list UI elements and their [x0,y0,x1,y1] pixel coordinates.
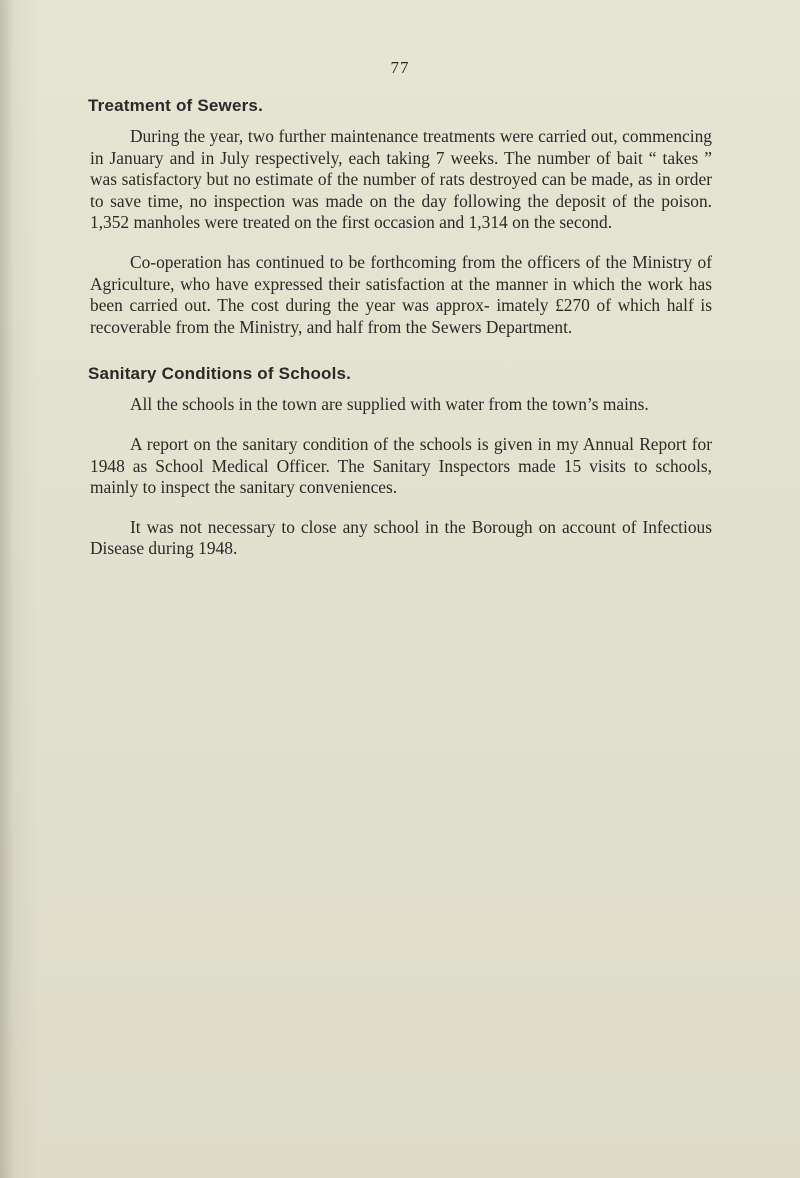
paragraph: All the schools in the town are supplied with water from the town’s mains. [130,394,649,415]
section-treatment-of-sewers [90,96,712,338]
paragraph: It was not necessary to close any school in the Borough on account of Infectious Disease during 1948. [90,516,712,559]
section-heading: Sanitary Conditions of Schools. [88,364,352,384]
paragraph: Co-operation has continued to be forthcoming from the officers of the Ministry of Agriculture, who have expressed their satisfaction at the manner in which the work has been carried out. The cost during the year was approx- imately £270 of which half is recoverable from the Ministry, and half from the Sewers Department. [90,251,712,337]
paragraph: A report on the sanitary condition of the schools is given in my Annual Report for 1948 as School Medical Officer. The Sanitary Inspectors made 15 visits to schools, mainly to inspect the sanitary conveniences. [90,433,712,498]
section-sanitary-conditions-of-schools [90,364,712,560]
page-number: 77 [390,58,410,77]
section-heading: Treatment of Sewers. [88,96,264,115]
page-content [90,96,712,578]
paragraph: During the year, two further maintenance treatments were carried out, commencing in January and in July respectively, each taking 7 weeks. The number of bait “ takes ” was satisfactory but no estimate of the number of rats destroyed can be made, as in order to save time, no inspection was made on the day following the deposit of the poison. 1,352 manholes were treated on the first occasion and 1,314 on the second. [90,126,712,233]
